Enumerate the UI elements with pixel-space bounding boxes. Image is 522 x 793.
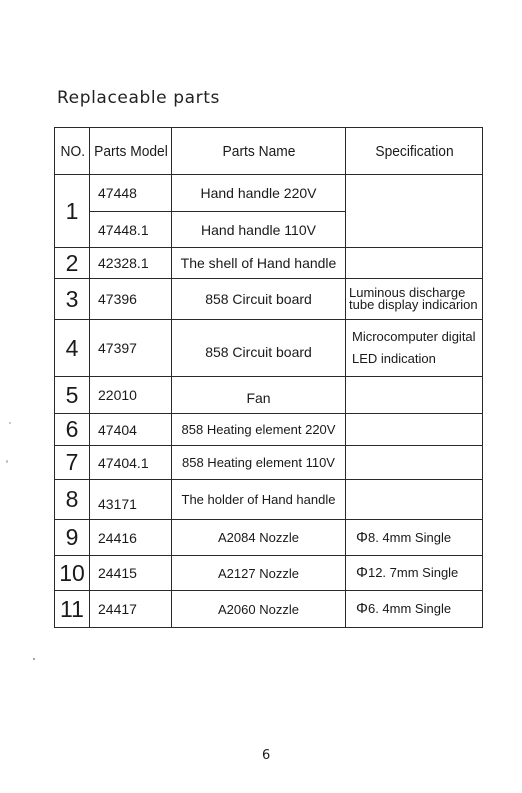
parts-model: 47396 — [90, 279, 172, 320]
parts-name: 858 Circuit board — [172, 320, 346, 377]
specification — [346, 248, 483, 279]
scan-speck — [9, 422, 11, 424]
spec-line: Luminous discharge — [349, 285, 466, 300]
scan-speck — [6, 460, 8, 463]
row-number: 6 — [55, 414, 90, 446]
table-row — [55, 320, 483, 377]
table-row — [55, 377, 483, 414]
spec-value: 8. 4mm Single — [367, 529, 452, 545]
table-row — [55, 591, 483, 628]
header-parts-name: Parts Name — [178, 128, 338, 175]
table-row — [55, 248, 483, 279]
row-number: 7 — [55, 446, 90, 480]
parts-name: Hand handle 110V — [172, 212, 346, 248]
specification — [346, 414, 483, 446]
row-number: 3 — [55, 279, 90, 320]
parts-model: 24415 — [90, 556, 172, 591]
row-number: 10 — [55, 556, 90, 591]
parts-model: 47397 — [90, 320, 172, 377]
row-number: 8 — [55, 480, 90, 520]
specification — [346, 377, 483, 414]
row-number: 2 — [55, 248, 90, 279]
parts-name: The holder of Hand handle — [172, 480, 346, 520]
parts-name: Hand handle 220V — [172, 175, 346, 212]
page-number: 6 — [262, 748, 271, 763]
table-row — [55, 175, 483, 212]
scan-speck — [33, 658, 35, 660]
parts-name: 858 Heating element 220V — [172, 414, 346, 446]
spec-value: 6. 4mm Single — [367, 601, 452, 616]
specification — [346, 320, 483, 377]
table-row — [55, 279, 483, 320]
specification — [346, 591, 483, 628]
row-number: 9 — [55, 520, 90, 556]
row-number: 4 — [55, 320, 90, 377]
table-row — [55, 480, 483, 520]
spec-line: tube display indicarion — [349, 297, 478, 312]
parts-name: The shell of Hand handle — [172, 248, 346, 279]
diameter-symbol: Φ — [356, 564, 368, 581]
parts-table — [54, 127, 483, 628]
parts-name: 858 Circuit board — [172, 279, 346, 320]
parts-model: 42328.1 — [90, 248, 172, 279]
header-specification: Specification — [351, 128, 477, 175]
row-number: 1 — [55, 175, 90, 248]
table-row — [55, 414, 483, 446]
table-header-row — [55, 128, 483, 175]
specification — [346, 480, 483, 520]
diameter-symbol: Φ — [356, 600, 368, 617]
table-row — [55, 556, 483, 591]
parts-model: 24416 — [90, 520, 172, 556]
parts-name: A2060 Nozzle — [172, 591, 346, 628]
parts-model: 43171 — [90, 480, 172, 520]
specification — [346, 556, 483, 591]
table-row — [55, 520, 483, 556]
row-number: 11 — [55, 591, 90, 628]
diameter-symbol: Φ — [356, 528, 368, 546]
parts-model: 47404.1 — [90, 446, 172, 480]
parts-model: 47448 — [90, 175, 172, 212]
parts-model: 47448.1 — [90, 212, 172, 248]
table-row — [55, 446, 483, 480]
specification — [346, 520, 483, 556]
header-no: NO. — [56, 128, 88, 175]
parts-name: Fan — [172, 377, 346, 414]
specification — [346, 446, 483, 480]
parts-name: A2127 Nozzle — [172, 556, 346, 591]
parts-name: A2084 Nozzle — [172, 520, 346, 556]
parts-name: 858 Heating element 110V — [172, 446, 346, 480]
page-title: Replaceable parts — [57, 88, 220, 108]
parts-model: 47404 — [90, 414, 172, 446]
spec-value: 12. 7mm Single — [367, 565, 459, 580]
spec-line: LED indication — [352, 351, 436, 366]
parts-model: 24417 — [90, 591, 172, 628]
row-number: 5 — [55, 377, 90, 414]
specification — [346, 279, 483, 320]
parts-model: 22010 — [90, 377, 172, 414]
spec-line: Microcomputer digital — [352, 329, 476, 344]
header-parts-model: Parts Model — [93, 128, 168, 175]
specification — [346, 175, 483, 248]
